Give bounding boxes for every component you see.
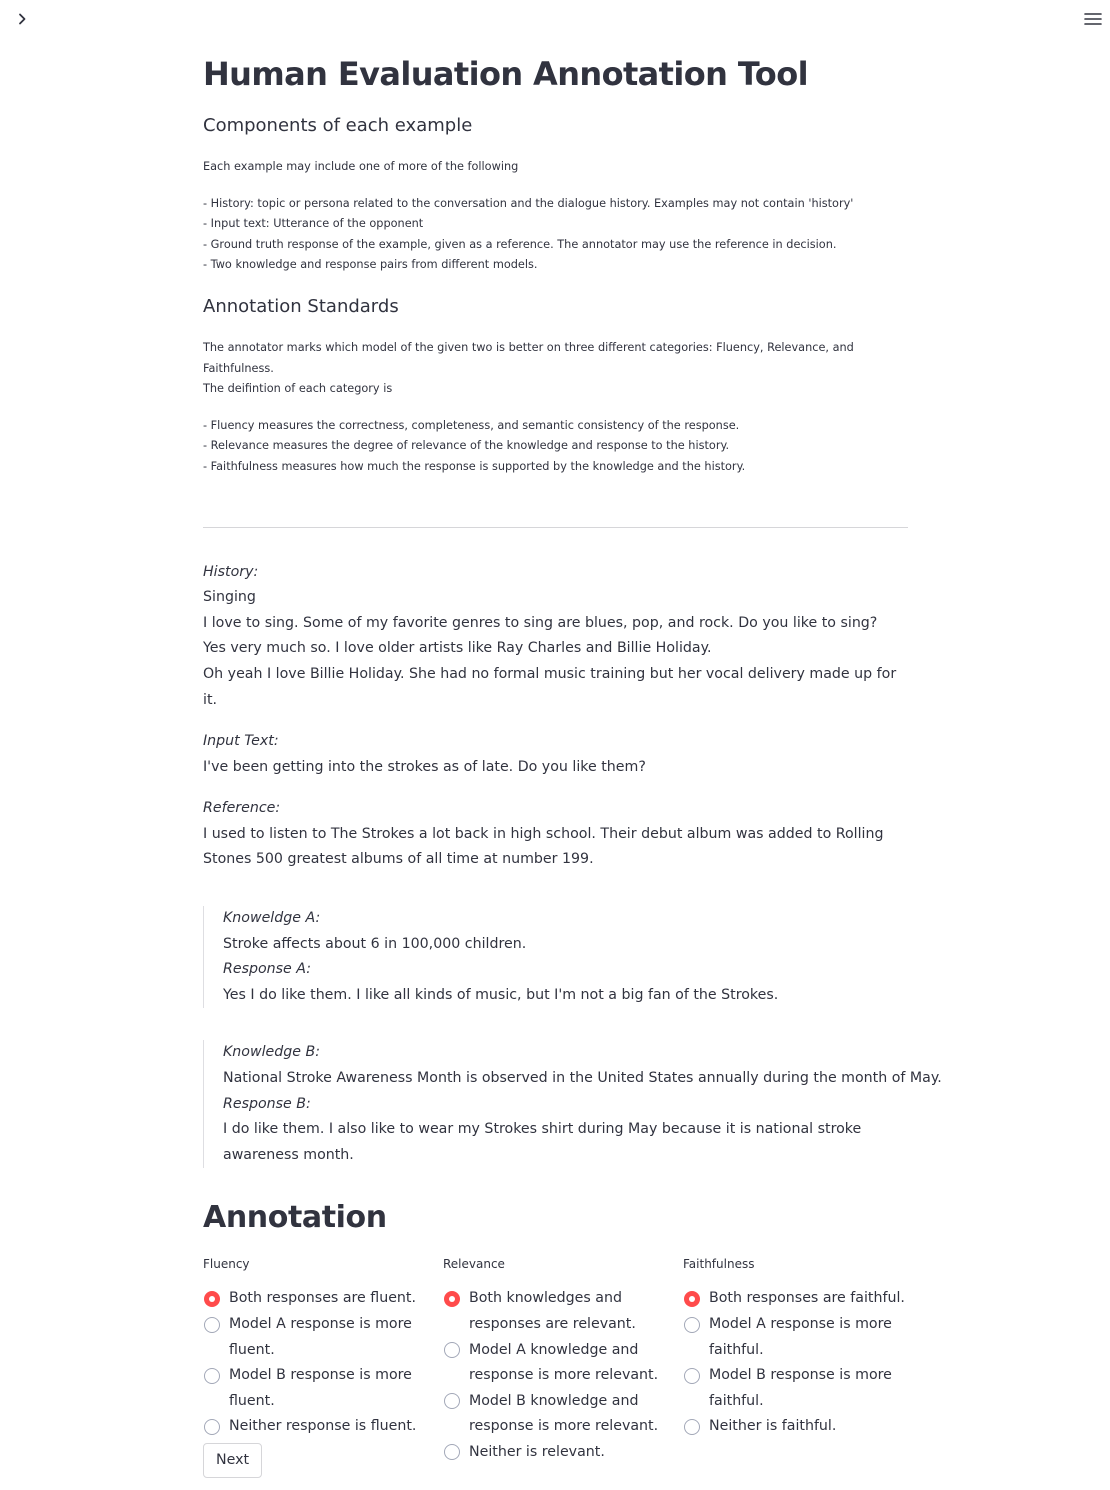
fluency-option-label: Neither response is fluent. [229, 1418, 417, 1435]
standards-list [203, 416, 908, 478]
fluency-option-label: Model A response is more fluent. [229, 1316, 412, 1358]
hamburger-menu-icon-svg [1082, 8, 1104, 30]
radio-button-icon[interactable] [684, 1291, 700, 1307]
relevance-radio-group [443, 1256, 668, 1465]
response-b-label: Response B: [223, 1095, 311, 1112]
radio-button-icon[interactable] [204, 1291, 220, 1307]
history-line: Yes very much so. I love older artists like Ray Charles and Billie Holiday. [203, 640, 712, 657]
relevance-option[interactable] [443, 1338, 668, 1389]
components-intro: Each example may include one of more of the following [203, 160, 519, 173]
hamburger-menu-icon[interactable] [1082, 8, 1104, 30]
faithfulness-options [683, 1286, 908, 1440]
faithfulness-option-label: Model A response is more faithful. [709, 1316, 892, 1358]
fluency-option-label: Both responses are fluent. [229, 1290, 416, 1307]
response-a-text: Yes I do like them. I like all kinds of music, but I'm not a big fan of the Strokes. [223, 986, 779, 1003]
components-text [203, 157, 908, 276]
chevron-right-icon[interactable] [12, 8, 34, 30]
radio-button-icon[interactable] [444, 1444, 460, 1460]
standards-heading: Annotation Standards [203, 295, 399, 317]
radio-button-icon[interactable] [204, 1317, 220, 1333]
radio-button-icon[interactable] [684, 1317, 700, 1333]
fluency-options [203, 1286, 428, 1440]
history-label: History: [203, 563, 259, 580]
standards-text [203, 338, 908, 478]
list-item: - Fluency measures the correctness, completeness, and semantic consistency of the response. [203, 418, 740, 432]
faithfulness-option[interactable] [683, 1286, 908, 1312]
components-list [203, 194, 908, 276]
list-item: - Relevance measures the degree of relevance of the knowledge and response to the history. [203, 439, 730, 453]
list-item: - Ground truth response of the example, given as a reference. The annotator may use the reference in decision. [203, 237, 837, 251]
fluency-radio-group [203, 1256, 428, 1440]
standards-intro-line2: The deifintion of each category is [203, 382, 393, 396]
faithfulness-option-label: Both responses are faithful. [709, 1290, 905, 1307]
components-heading: Components of each example [203, 115, 473, 136]
reference-text: I used to listen to The Strokes a lot back in high school. Their debut album was added to Rolling Stones 500 greatest albums of all time at number 199. [203, 825, 884, 868]
model-b-block [203, 1040, 942, 1168]
relevance-option[interactable] [443, 1389, 668, 1440]
input-text: I've been getting into the strokes as of late. Do you like them? [203, 758, 646, 775]
knowledge-b-label: Knowledge B: [223, 1044, 321, 1061]
fluency-option-label: Model B response is more fluent. [229, 1367, 412, 1409]
radio-button-icon[interactable] [684, 1419, 700, 1435]
response-b-text: I do like them. I also like to wear my Strokes shirt during May because it is national stroke awareness month. [223, 1121, 862, 1163]
knowledge-b-text: National Stroke Awareness Month is observed in the United States annually during the month of May. [223, 1070, 942, 1087]
chevron-right-icon-svg [12, 8, 34, 30]
knowledge-a-label: Knoweldge A: [223, 910, 321, 927]
input-block [203, 729, 908, 780]
relevance-option-label: Neither is relevant. [469, 1443, 605, 1460]
relevance-options [443, 1286, 668, 1465]
list-item: - Input text: Utterance of the opponent [203, 217, 424, 231]
model-a-block [203, 906, 908, 1008]
page-title: Human Evaluation Annotation Tool [203, 55, 808, 93]
annotation-heading: Annotation [203, 1200, 387, 1236]
standards-intro-line1: The annotator marks which model of the given two is better on three different categories: Fluency, Relevance, and Faithfulness. [203, 340, 854, 375]
list-item: - Two knowledge and response pairs from different models. [203, 258, 538, 272]
response-a-label: Response A: [223, 961, 312, 978]
relevance-option-label: Model A knowledge and response is more relevant. [469, 1341, 659, 1384]
faithfulness-option[interactable] [683, 1414, 908, 1440]
radio-button-icon[interactable] [204, 1368, 220, 1384]
relevance-option-label: Model B knowledge and response is more relevant. [469, 1392, 659, 1435]
relevance-option[interactable] [443, 1440, 668, 1466]
fluency-option[interactable] [203, 1363, 428, 1414]
radio-button-icon[interactable] [204, 1419, 220, 1435]
fluency-option[interactable] [203, 1312, 428, 1363]
history-line: I love to sing. Some of my favorite genres to sing are blues, pop, and rock. Do you like to sing? [203, 614, 878, 631]
radio-button-icon[interactable] [444, 1393, 460, 1409]
history-block [203, 560, 908, 714]
faithfulness-label: Faithfulness [683, 1257, 755, 1272]
faithfulness-option[interactable] [683, 1312, 908, 1363]
main-content [203, 52, 942, 1486]
annotation-radio-row [203, 1256, 908, 1486]
next-button[interactable]: Next [203, 1443, 262, 1478]
relevance-option-label: Both knowledges and responses are relevant. [469, 1290, 636, 1332]
fluency-label: Fluency [203, 1257, 250, 1272]
relevance-label: Relevance [443, 1257, 505, 1272]
faithfulness-option-label: Model B response is more faithful. [709, 1367, 892, 1409]
faithfulness-option-label: Neither is faithful. [709, 1418, 837, 1435]
history-line: Oh yeah I love Billie Holiday. She had no formal music training but her vocal delivery made up for it. [203, 665, 897, 708]
list-item: - History: topic or persona related to the conversation and the dialogue history. Examples may not contain 'history' [203, 196, 854, 210]
relevance-option[interactable] [443, 1286, 668, 1337]
faithfulness-radio-group [683, 1256, 908, 1440]
divider [203, 527, 908, 528]
list-item: - Faithfulness measures how much the response is supported by the knowledge and the history. [203, 459, 746, 473]
faithfulness-option[interactable] [683, 1363, 908, 1414]
input-label: Input Text: [203, 733, 279, 750]
knowledge-a-text: Stroke affects about 6 in 100,000 children. [223, 935, 527, 952]
radio-button-icon[interactable] [684, 1368, 700, 1384]
history-line: Singing [203, 589, 256, 606]
radio-button-icon[interactable] [444, 1291, 460, 1307]
reference-label: Reference: [203, 800, 281, 817]
radio-button-icon[interactable] [444, 1342, 460, 1358]
reference-block [203, 796, 908, 873]
fluency-option[interactable] [203, 1286, 428, 1312]
fluency-option[interactable] [203, 1414, 428, 1440]
